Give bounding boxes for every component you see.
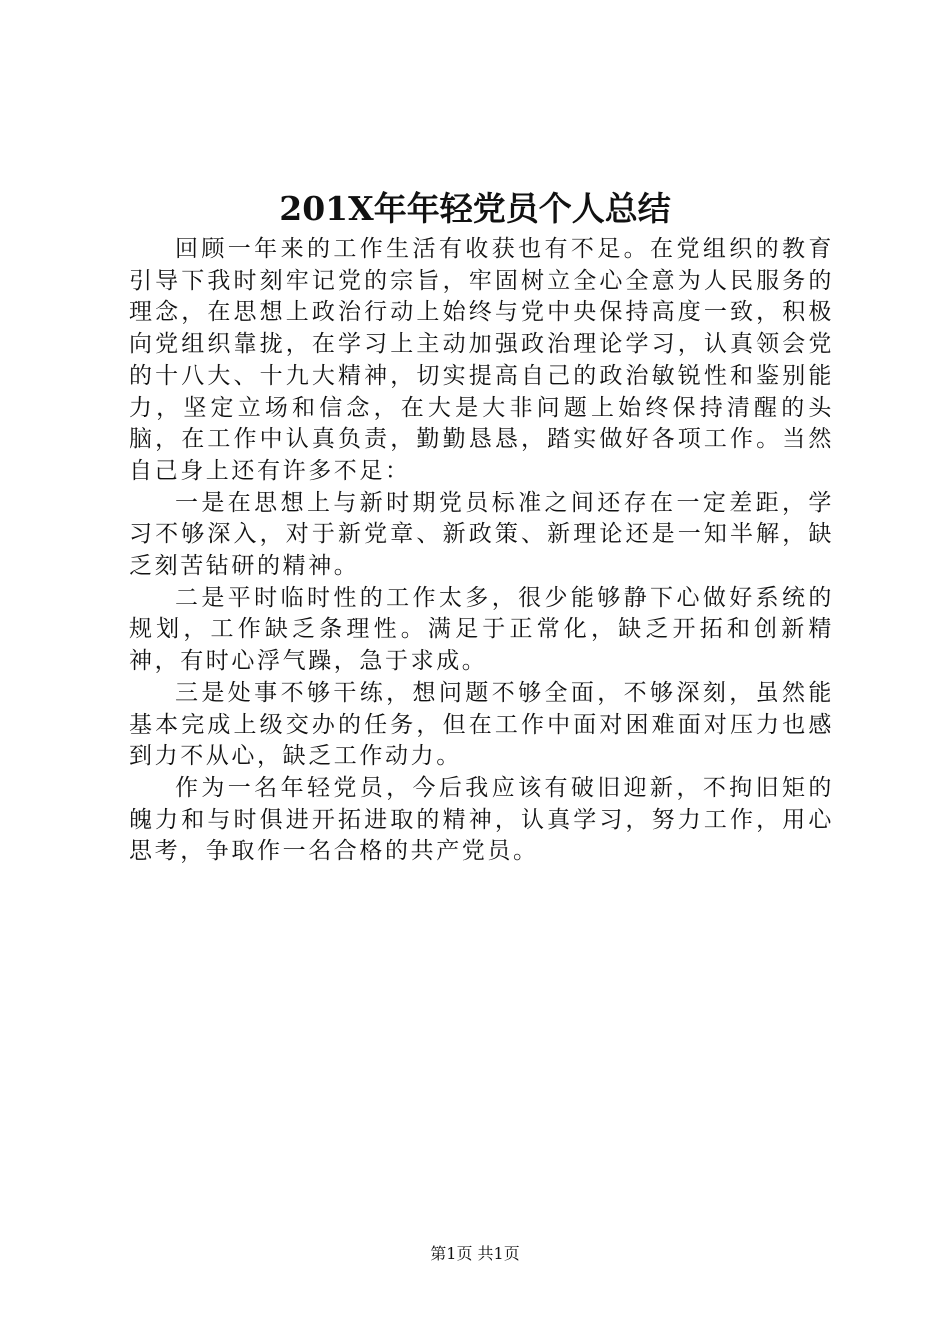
page-footer: 第1页 共1页: [430, 1244, 520, 1263]
document-title: 201X年年轻党员个人总结: [279, 189, 671, 228]
paragraph-conclusion: 作为一名年轻党员，今后我应该有破旧迎新，不拘旧矩的魄力和与时俱进开拓进取的精神，认真学习，努力工作，用心思考，争取作一名合格的共产党员。: [129, 774, 834, 865]
document-body: [129, 234, 834, 868]
paragraph-point-two: 二是平时临时性的工作太多，很少能够静下心做好系统的规划，工作缺乏条理性。满足于正常化，缺乏开拓和创新精神，有时心浮气躁，急于求成。: [129, 584, 834, 675]
paragraph-intro: 回顾一年来的工作生活有收获也有不足。在党组织的教育引导下我时刻牢记党的宗旨，牢固树立全心全意为人民服务的理念，在思想上政治行动上始终与党中央保持高度一致，积极向党组织靠拢，在学习上主动加强政治理论学习，认真领会党的十八大、十九大精神，切实提高自己的政治敏锐性和鉴别能力，坚定立场和信念，在大是大非问题上始终保持清醒的头脑，在工作中认真负责，勤勤恳恳，踏实做好各项工作。当然自己身上还有许多不足：: [129, 236, 834, 484]
paragraph-point-one: 一是在思想上与新时期党员标准之间还存在一定差距，学习不够深入，对于新党章、新政策、新理论还是一知半解，缺乏刻苦钻研的精神。: [129, 489, 834, 580]
paragraph-point-three: 三是处事不够干练，想问题不够全面，不够深刻，虽然能基本完成上级交办的任务，但在工作中面对困难面对压力也感到力不从心，缺乏工作动力。: [129, 679, 834, 770]
